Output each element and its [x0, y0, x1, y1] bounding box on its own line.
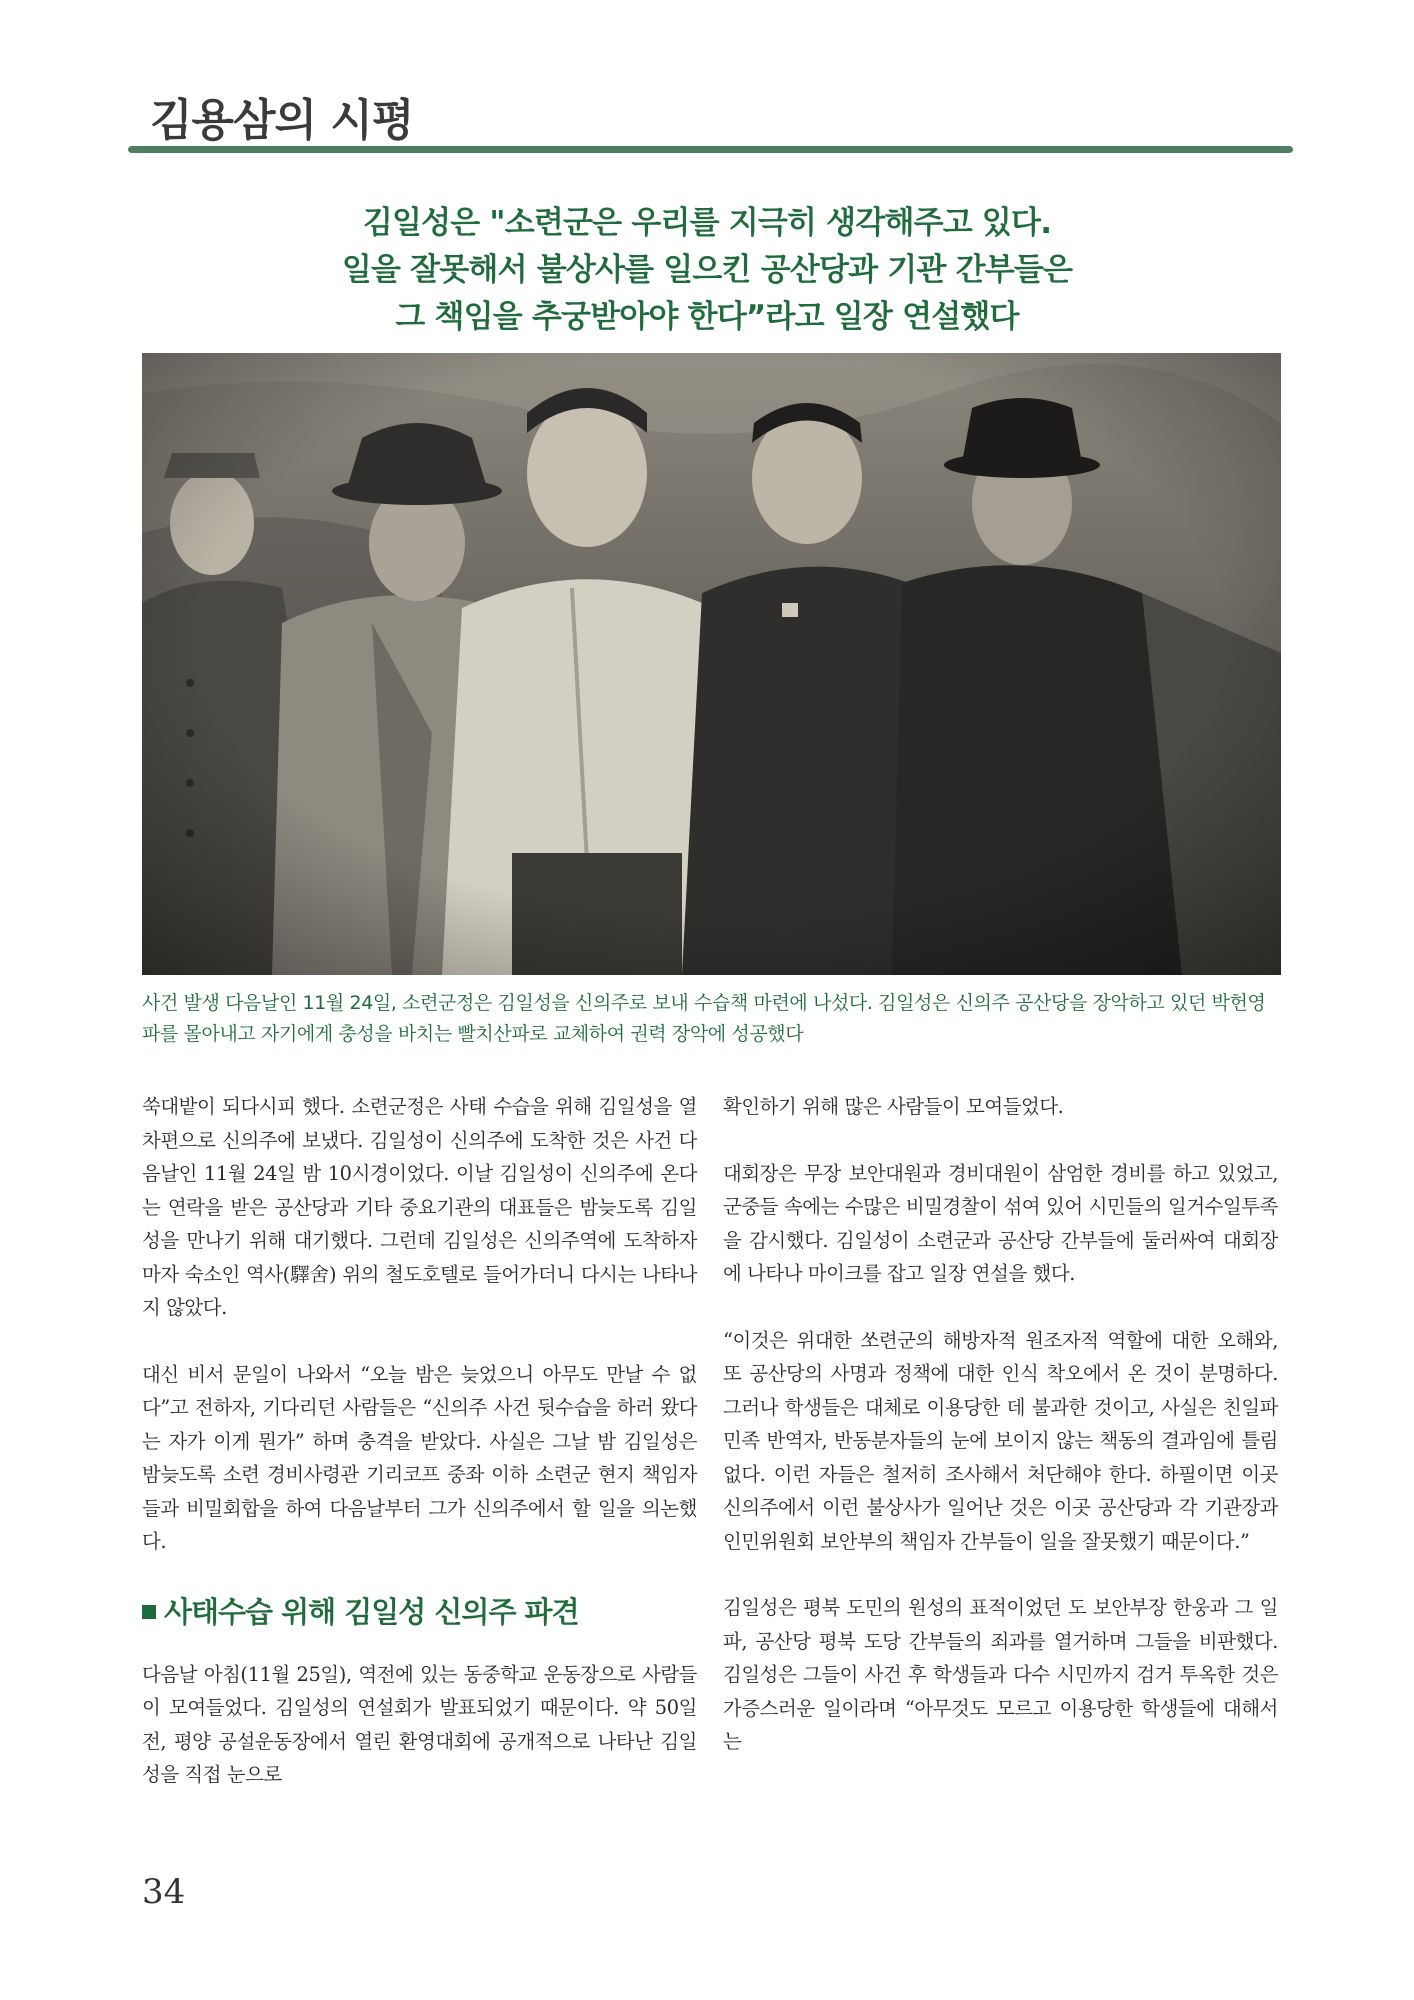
page-number: 34 — [142, 1872, 186, 1912]
pullquote-line: 그 책임을 추궁받아야 한다”라고 일장 연설했다 — [395, 299, 1019, 335]
paragraph: 김일성은 평북 도민의 원성의 표적이었던 도 보안부장 한웅과 그 일파, 공산당 평북 도당 간부들의 죄과를 열거하며 그들을 비판했다. 김일성은 그들이 사건 후 학생들과 다수 시민까지 검거 투옥한 것은 가증스러운 일이라며 “아무것도 모르고 이용당한 학생들에 대해서는 — [723, 1596, 1278, 1753]
paragraph: 확인하기 위해 많은 사람들이 모여들었다. — [723, 1095, 1064, 1118]
paragraph: “이것은 위대한 쏘련군의 해방자적 원조자적 역할에 대한 오해와, 또 공산당의 사명과 정책에 대한 인식 착오에서 온 것이 분명하다. 그러나 학생들은 대체로 이용당한 데 불과한 것이고, 사실은 친일파 민족 반역자, 반동분자들의 눈에 보이지 않는 책동의 결과임에 틀림없다. 이런 자들은 철저히 조사해서 처단해야 한다. 하필이면 이곳 신의주에서 이런 불상사가 일어난 것은 이곳 공산당과 각 기관장과 인민위원회 보안부의 책임자 간부들이 일을 잘못했기 때문이다.” — [723, 1328, 1278, 1553]
pullquote — [200, 200, 1214, 341]
paragraph: 쑥대밭이 되다시피 했다. 소련군정은 사태 수습을 위해 김일성을 열차편으로 신의주에 보냈다. 김일성이 신의주에 도착한 것은 사건 다음날인 11월 24일 밤 10시경이었다. 이날 김일성이 신의주에 온다는 연락을 받은 공산당과 기타 중요기관의 대표들은 밤늦도록 김일성을 만나기 위해 대기했다. 그런데 김일성은 신의주역에 도착하자마자 숙소인 역사(驛舍) 위의 철도호텔로 들어가더니 다시는 나타나지 않았다. — [142, 1095, 697, 1319]
square-bullet-icon — [142, 1605, 156, 1619]
pullquote-line: 김일성은 "소련군은 우리를 지극히 생각해주고 있다. — [362, 205, 1052, 241]
pullquote-line: 일을 잘못해서 불상사를 일으킨 공산당과 기관 간부들은 — [341, 252, 1073, 288]
body-column-right — [723, 1090, 1278, 1792]
body-column-left — [142, 1090, 697, 1825]
subheading — [142, 1592, 697, 1632]
paragraph: 대회장은 무장 보안대원과 경비대원이 삼엄한 경비를 하고 있었고, 군중들 속에는 수많은 비밀경찰이 섞여 있어 시민들의 일거수일투족을 감시했다. 김일성이 소련군과 공산당 간부들에 둘러싸여 대회장에 나타나 마이크를 잡고 일장 연설을 했다. — [723, 1161, 1278, 1285]
section-title: 김용삼의 시평 — [150, 95, 414, 146]
photo-caption: 사건 발생 다음날인 11월 24일, 소련군정은 김일성을 신의주로 보내 수습책 마련에 나섰다. 김일성은 신의주 공산당을 장악하고 있던 박헌영 파를 몰아내고 자기에게 충성을 바치는 빨치산파로 교체하여 권력 장악에 성공했다 — [142, 992, 1266, 1045]
header-rule — [128, 146, 1293, 153]
paragraph: 대신 비서 문일이 나와서 “오늘 밤은 늦었으니 아무도 만날 수 없다”고 전하자, 기다리던 사람들은 “신의주 사건 뒷수습을 하러 왔다는 자가 이게 뭔가” 하며 충격을 받았다. 사실은 그날 밤 김일성은 밤늦도록 소련 경비사령관 기리코프 중좌 이하 소련군 현지 책임자들과 비밀회합을 하여 다음날부터 그가 신의주에서 할 일을 의논했다. — [142, 1362, 697, 1553]
historical-group-photo — [142, 353, 1281, 975]
paragraph: 다음날 아침(11월 25일), 역전에 있는 동중학교 운동장으로 사람들이 모여들었다. 김일성의 연설회가 발표되었기 때문이다. 약 50일 전, 평양 공설운동장에서 열린 환영대회에 공개적으로 나타난 김일성을 직접 눈으로 — [142, 1662, 697, 1786]
photo-illustration — [142, 353, 1281, 975]
subheading-text: 사태수습 위해 김일성 신의주 파견 — [164, 1594, 579, 1629]
